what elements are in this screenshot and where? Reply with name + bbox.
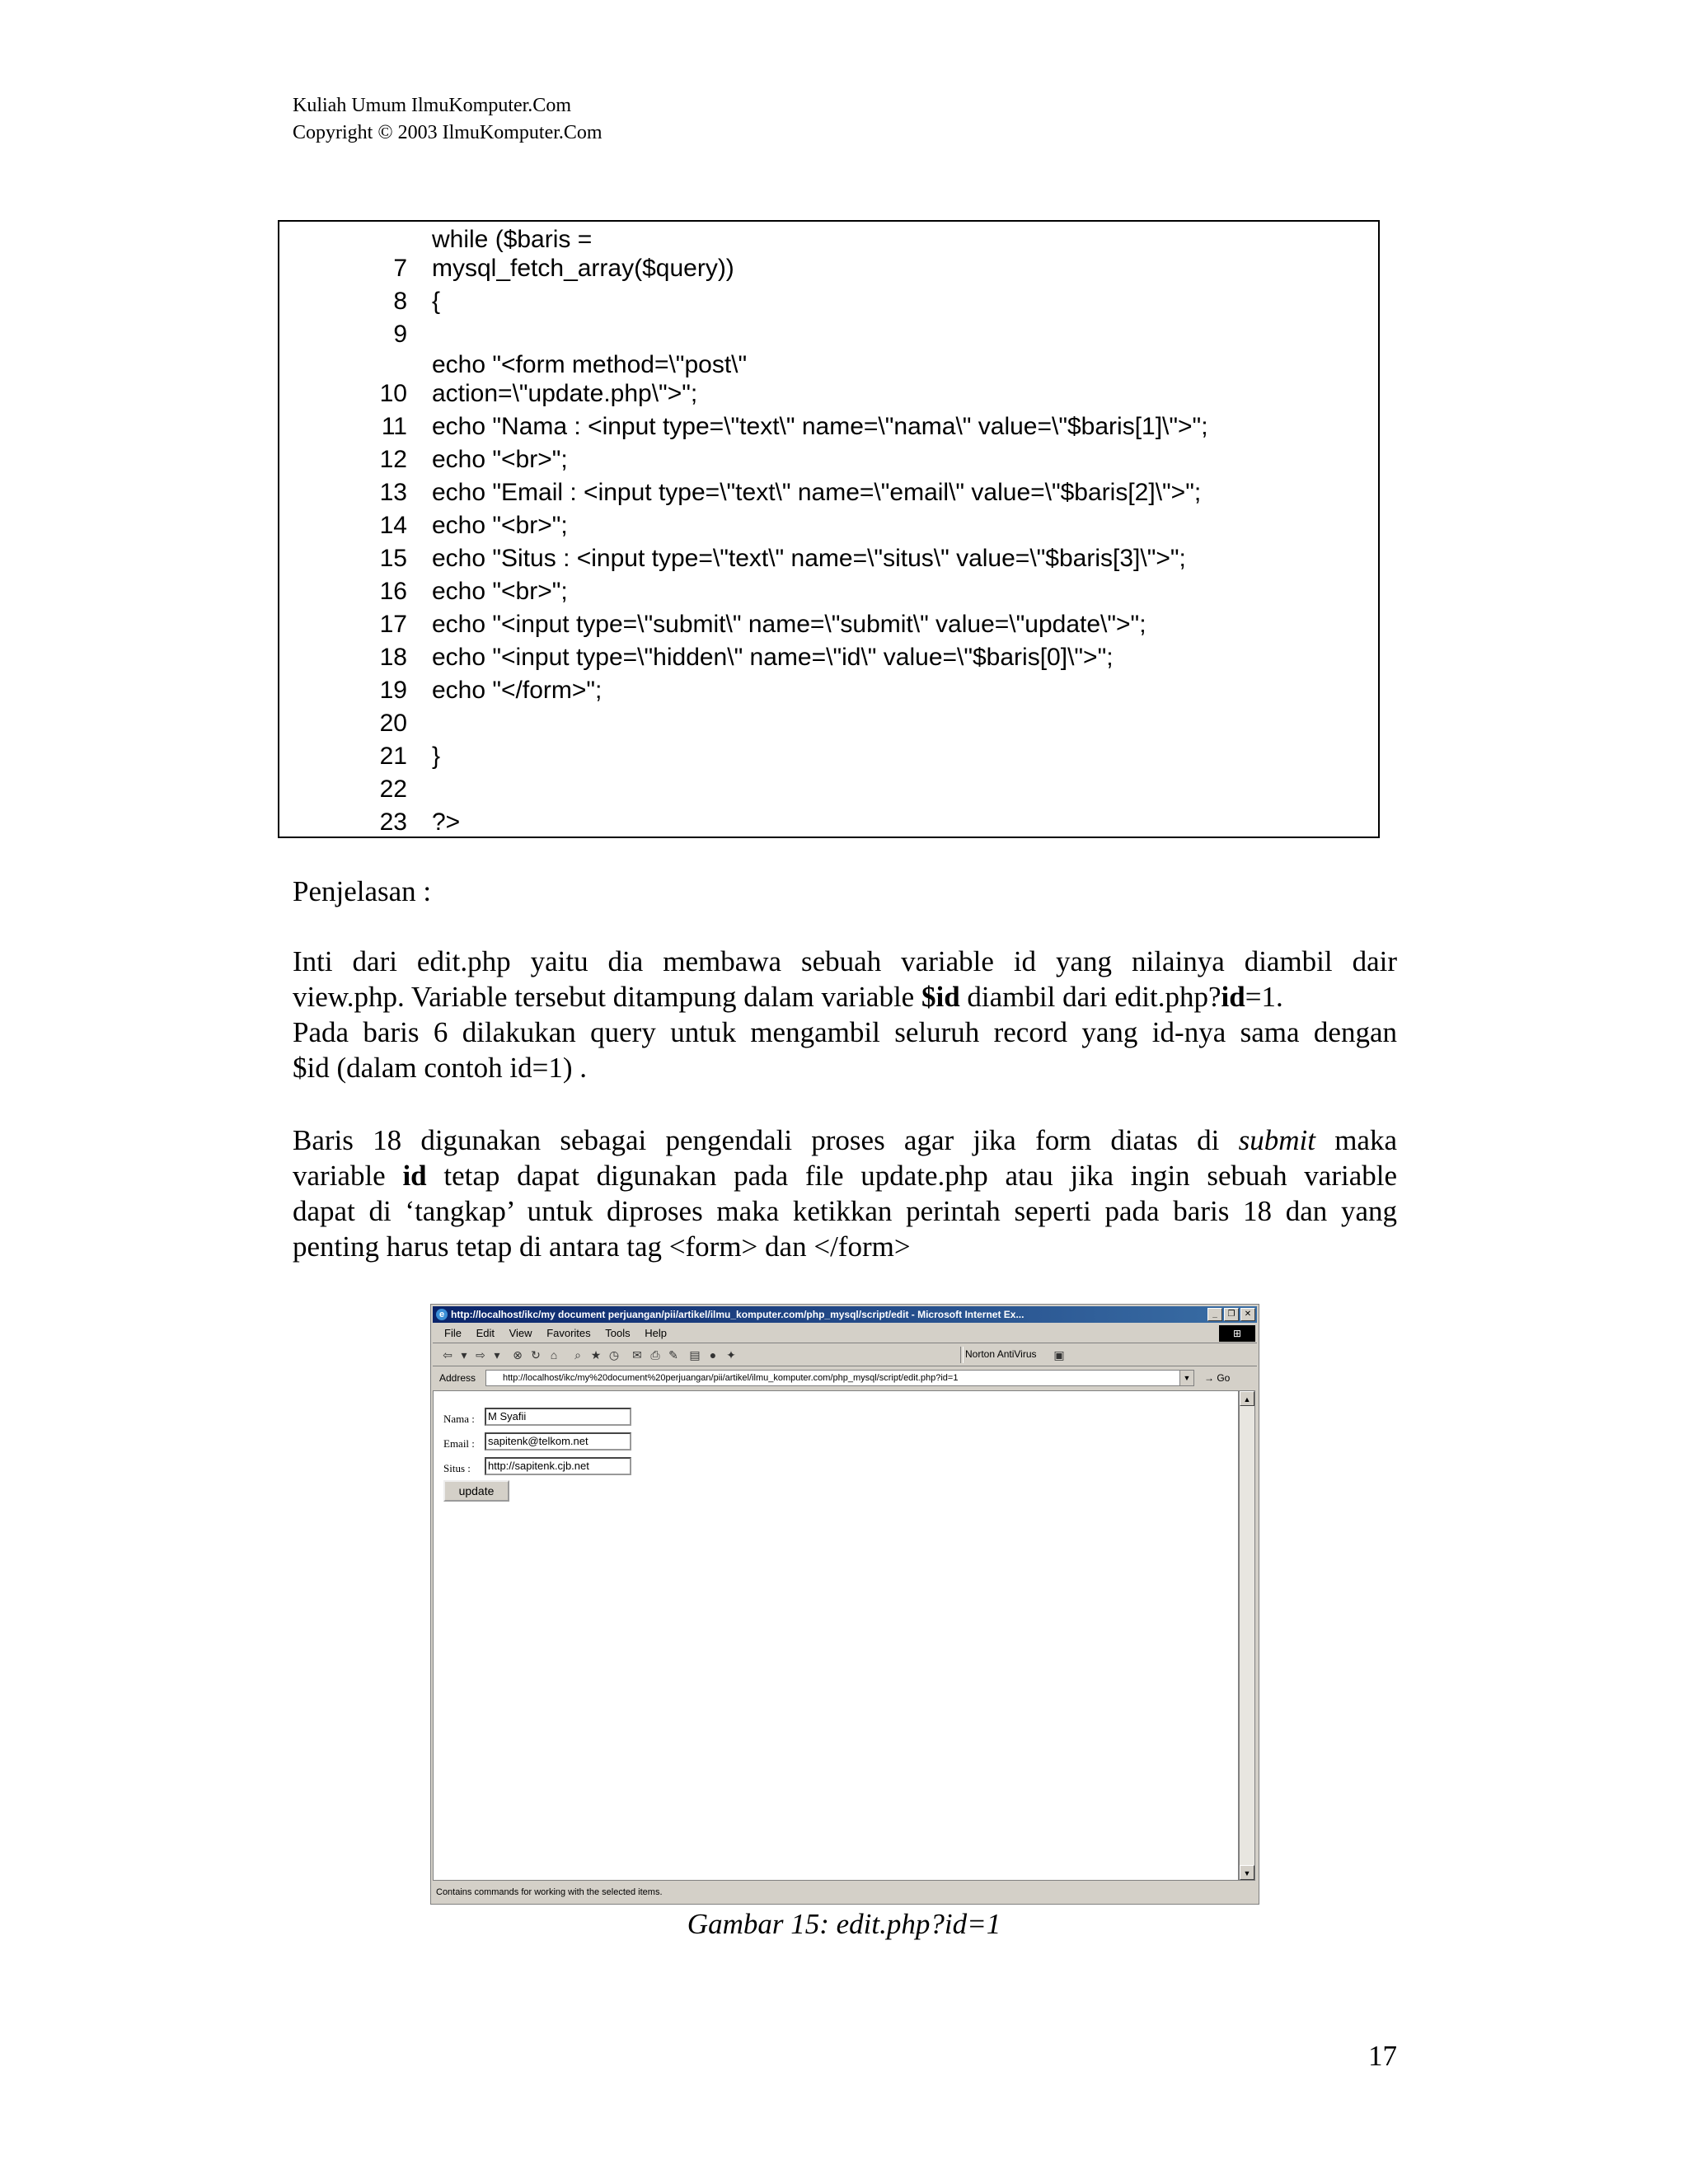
windows-flag-icon: ⊞ — [1219, 1325, 1255, 1342]
forward-icon[interactable]: ⇨ — [476, 1348, 485, 1361]
ie-logo-icon: e — [436, 1309, 448, 1320]
line-code: echo "Nama : <input type=\"text\" name=\"nama\" value=\"$baris[1]\">"; — [432, 413, 1208, 440]
paragraph-line: view.php. Variable tersebut ditampung dalam variable $id diambil dari edit.php?id=1. — [293, 981, 1283, 1013]
line-code: echo "</form>"; — [432, 677, 603, 704]
address-label: Address — [439, 1372, 476, 1384]
line-number: 23 — [379, 808, 407, 836]
norton-antivirus[interactable]: Norton AntiVirus — [965, 1348, 1037, 1360]
line-code: echo "Email : <input type=\"text\" name=\"email\" value=\"$baris[2]\">"; — [432, 479, 1202, 506]
figure-caption: Gambar 15: edit.php?id=1 — [687, 1908, 1001, 1940]
code-listing — [278, 220, 1380, 838]
line-code: action=\"update.php\">"; — [432, 380, 698, 407]
line-code: ?> — [432, 808, 461, 836]
line-code: { — [432, 288, 441, 315]
address-input[interactable] — [485, 1370, 1194, 1386]
minimize-icon[interactable]: _ — [1207, 1308, 1222, 1321]
paragraph-line: Pada baris 6 dilakukan query untuk mengambil seluruh record yang id-nya sama dengan — [293, 1016, 1397, 1048]
section-heading: Penjelasan : — [293, 875, 432, 907]
paragraph-line: Inti dari edit.php yaitu dia membawa sebuah variable id yang nilainya diambil dair — [293, 945, 1397, 977]
line-number: 22 — [379, 776, 407, 803]
line-number: 9 — [393, 321, 407, 348]
line-code: echo "<br>"; — [432, 578, 568, 605]
bold-variable: id — [402, 1160, 427, 1192]
bold-variable: id — [1221, 981, 1245, 1013]
vertical-scrollbar[interactable] — [1239, 1390, 1255, 1881]
back-icon[interactable]: ⇦ — [443, 1348, 452, 1361]
bold-variable: $id — [921, 981, 960, 1013]
favorites-icon[interactable]: ★ — [590, 1348, 602, 1361]
line-number: 18 — [379, 644, 407, 671]
stop-icon[interactable]: ⊗ — [513, 1348, 523, 1361]
line-number: 10 — [379, 380, 407, 407]
refresh-icon[interactable]: ↻ — [531, 1348, 541, 1361]
menu-edit[interactable]: Edit — [476, 1327, 495, 1339]
scroll-up-icon[interactable]: ▲ — [1240, 1391, 1254, 1406]
menu-view[interactable]: View — [509, 1327, 532, 1339]
line-code: echo "<input type=\"hidden\" name=\"id\" value=\"$baris[0]\">"; — [432, 644, 1114, 671]
paragraph-line: variable id tetap dapat digunakan pada file update.php atau jika ingin sebuah variable — [293, 1160, 1397, 1192]
paragraph-line: $id (dalam contoh id=1) . — [293, 1052, 588, 1084]
line-number: 21 — [379, 743, 407, 770]
paragraph-line: Baris 18 digunakan sebagai pengendali proses agar jika form diatas di submit maka — [293, 1124, 1397, 1156]
search-icon[interactable]: ⌕ — [574, 1348, 581, 1361]
page-header — [293, 92, 603, 147]
print-icon[interactable]: ⎙ — [650, 1348, 660, 1361]
status-bar: Contains commands for working with the selected items. — [436, 1887, 663, 1897]
url-text: http://localhost/ikc/my%20document%20perjuangan/pii/artikel/ilmu_komputer.com/php_mysql/script/edit.php?id=1 — [503, 1373, 959, 1383]
line-number: 16 — [379, 578, 407, 605]
situs-label: Situs : — [443, 1462, 471, 1474]
line-number: 12 — [379, 446, 407, 473]
line-number: 13 — [379, 479, 407, 506]
header-line-2: Copyright © 2003 IlmuKomputer.Com — [293, 122, 603, 143]
address-dropdown-icon[interactable]: ▼ — [1179, 1371, 1193, 1385]
line-code: echo "<input type=\"submit\" name=\"submit\" value=\"update\">"; — [432, 611, 1146, 638]
line-number: 17 — [379, 611, 407, 638]
email-input[interactable]: sapitenk@telkom.net — [485, 1432, 631, 1451]
nama-input[interactable]: M Syafii — [485, 1408, 631, 1426]
line-number: 11 — [381, 413, 407, 440]
menu-help[interactable]: Help — [645, 1327, 668, 1339]
scroll-down-icon[interactable]: ▼ — [1240, 1865, 1254, 1880]
paragraph-1 — [293, 944, 1397, 1085]
header-line-1: Kuliah Umum IlmuKomputer.Com — [293, 95, 571, 116]
update-button[interactable]: update — [443, 1480, 509, 1502]
line-code: echo "<form method=\"post\" — [432, 351, 748, 378]
line-number: 14 — [379, 512, 407, 539]
menu-tools[interactable]: Tools — [605, 1327, 631, 1339]
browser-screenshot — [430, 1304, 1259, 1905]
line-number: 19 — [379, 677, 407, 704]
page-content — [433, 1390, 1239, 1881]
close-icon[interactable]: ✕ — [1240, 1308, 1255, 1321]
page-number: 17 — [1368, 2040, 1397, 2072]
address-bar — [433, 1367, 1257, 1389]
restore-icon[interactable]: ❐ — [1224, 1308, 1239, 1321]
edit-icon[interactable]: ✎ — [668, 1348, 678, 1361]
situs-input[interactable]: http://sapitenk.cjb.net — [485, 1457, 631, 1475]
go-button[interactable]: → Go — [1204, 1372, 1231, 1384]
norton-icon[interactable]: ▣ — [1053, 1348, 1065, 1361]
tools-icon[interactable]: ✦ — [726, 1348, 736, 1361]
window-title: http://localhost/ikc/my document perjuangan/pii/artikel/ilmu_komputer.com/php_mysql/script/edit - Microsoft Internet Ex... — [451, 1309, 1025, 1320]
line-code: echo "<br>"; — [432, 446, 568, 473]
line-code: echo "<br>"; — [432, 512, 568, 539]
line-code: } — [432, 743, 441, 770]
messenger-icon[interactable]: ● — [709, 1348, 717, 1361]
line-number: 20 — [379, 710, 407, 737]
menu-bar — [433, 1324, 1257, 1343]
line-number: 7 — [393, 255, 407, 282]
toolbar — [433, 1344, 1257, 1366]
dropdown-arrow-icon[interactable]: ▾ — [494, 1348, 500, 1361]
menu-file[interactable]: File — [444, 1327, 462, 1339]
line-code: echo "Situs : <input type=\"text\" name=\"situs\" value=\"$baris[3]\">"; — [432, 545, 1186, 572]
line-number: 8 — [393, 288, 407, 315]
paragraph-2 — [293, 1122, 1397, 1264]
discuss-icon[interactable]: ▤ — [689, 1348, 701, 1361]
paragraph-line: penting harus tetap di antara tag <form> dan </form> — [293, 1230, 911, 1263]
history-icon[interactable]: ◷ — [608, 1348, 620, 1361]
window-titlebar — [433, 1306, 1257, 1323]
dropdown-arrow-icon[interactable]: ▾ — [461, 1348, 467, 1361]
home-icon[interactable]: ⌂ — [550, 1348, 558, 1361]
nama-label: Nama : — [443, 1413, 475, 1425]
paragraph-line: dapat di ‘tangkap’ untuk diproses maka ketikkan perintah seperti pada baris 18 dan yang — [293, 1195, 1397, 1227]
line-code: while ($baris = — [432, 226, 593, 253]
email-label: Email : — [443, 1437, 475, 1450]
line-code: mysql_fetch_array($query)) — [432, 255, 734, 282]
menu-favorites[interactable]: Favorites — [546, 1327, 591, 1339]
line-number: 15 — [379, 545, 407, 572]
italic-term: submit — [1238, 1124, 1315, 1156]
mail-icon[interactable]: ✉ — [632, 1348, 642, 1361]
